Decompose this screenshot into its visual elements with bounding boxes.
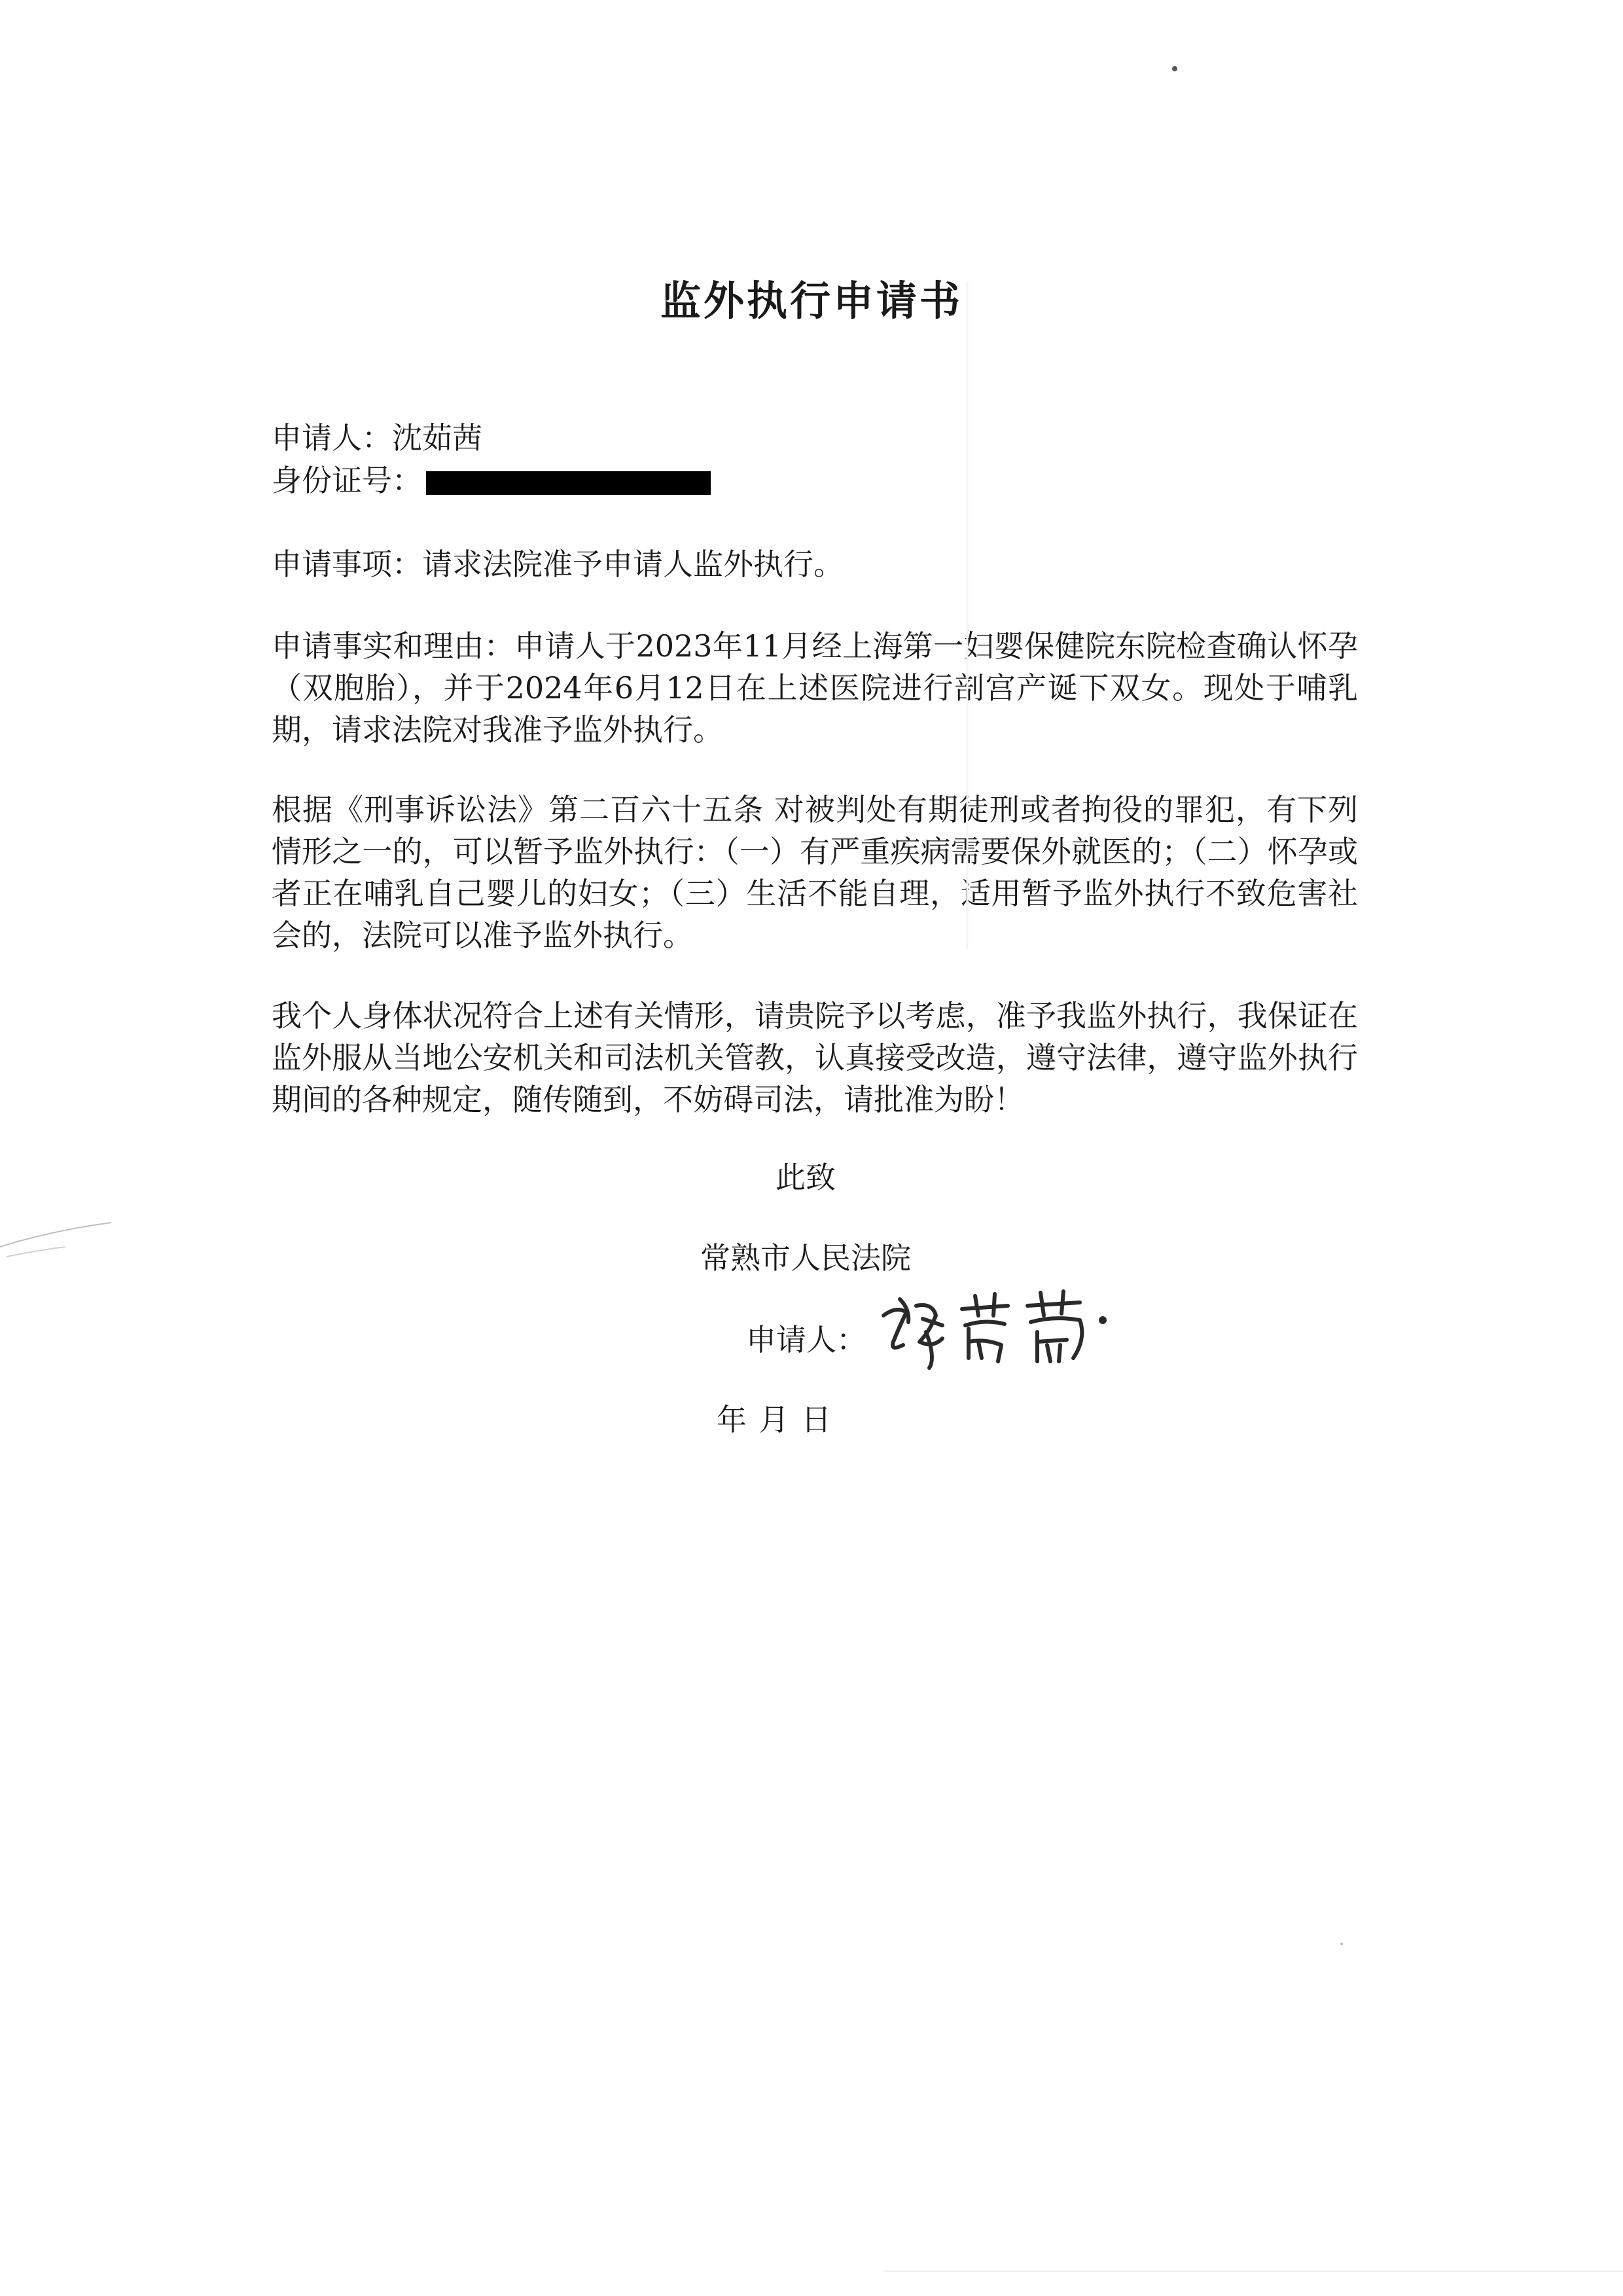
court-name: 常熟市人民法院 (700, 1240, 911, 1276)
request-item: 申请事项：请求法院准予申请人监外执行。 (272, 547, 844, 582)
facts-paragraph: 申请事实和理由：申请人于2023年11月经上海第一妇婴保健院东院检查确认怀孕（双胞胎），并于2024年6月12日在上述医院进行剖宫产诞下双女。现处于哺乳期，请求法院对我准予监外执行。 (272, 628, 1358, 747)
signature-label: 申请人： (746, 1322, 866, 1357)
id-number-line (272, 459, 711, 501)
redaction-bar (426, 471, 711, 495)
salutation: 此致 (776, 1160, 836, 1195)
handwritten-signature (870, 1280, 1145, 1378)
applicant-line: 申请人：沈茹茜 (272, 420, 482, 456)
date-line: 年 月 日 (717, 1402, 833, 1437)
pledge-paragraph: 我个人身体状况符合上述有关情形，请贵院予以考虑，准予我监外执行，我保证在监外服从当地公安机关和司法机关管教，认真接受改造，遵守法律，遵守监外执行期间的各种规定，随传随到，不妨碍司法，请批准为盼！ (272, 998, 1358, 1117)
law-paragraph: 根据《刑事诉讼法》第二百六十五条 对被判处有期徒刑或者拘役的罪犯，有下列情形之一的，可以暂予监外执行：（一）有严重疾病需要保外就医的；（二）怀孕或者正在哺乳自己婴儿的妇女；（三）生活不能自理，适用暂予监外执行不致危害社会的，法院可以准予监外执行。 (272, 792, 1358, 953)
document-title: 监外执行申请书 (660, 277, 963, 325)
id-number-label: 身份证号： (272, 463, 422, 498)
